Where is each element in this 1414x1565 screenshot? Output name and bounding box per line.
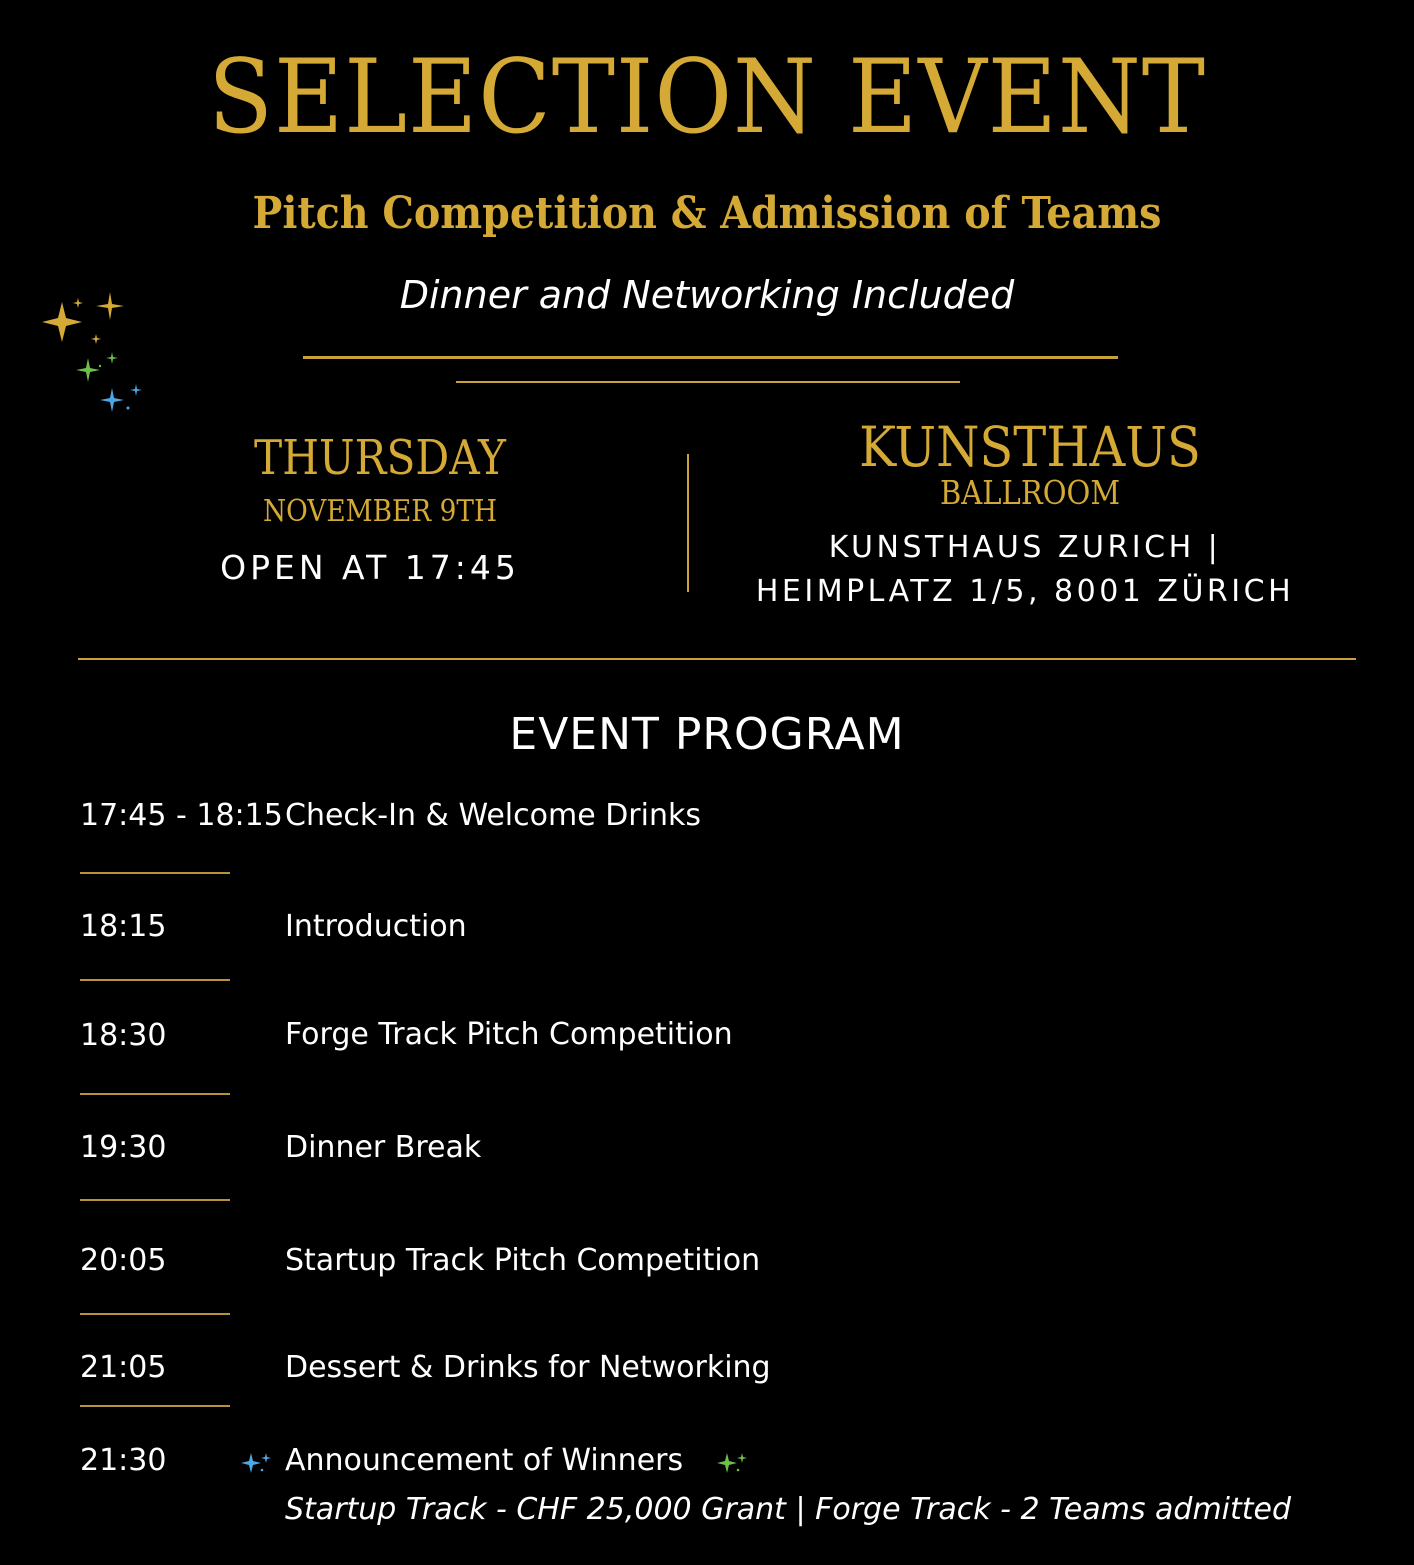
- program-item: Startup Track Pitch Competition: [285, 1243, 761, 1278]
- program-item: Introduction: [285, 909, 467, 944]
- event-date: NOVEMBER 9TH: [262, 494, 498, 529]
- program-time: 21:05: [80, 1350, 167, 1385]
- venue-name: KUNSTHAUS: [859, 415, 1201, 479]
- sparkles-icon: [40, 290, 150, 415]
- program-separator: [80, 1093, 230, 1095]
- section-divider: [78, 658, 1356, 660]
- prize-note: Startup Track - CHF 25,000 Grant | Forge Track - 2 Teams admitted: [285, 1492, 1292, 1527]
- program-item: Check-In & Welcome Drinks: [285, 798, 701, 833]
- program-item: Dessert & Drinks for Networking: [285, 1350, 771, 1385]
- program-time: 18:30: [80, 1018, 167, 1053]
- venue-address-line1: KUNSTHAUS ZURICH |: [828, 530, 1222, 565]
- program-time: 19:30: [80, 1130, 167, 1165]
- vertical-divider: [687, 454, 689, 592]
- venue-address-line2: HEIMPLATZ 1/5, 8001 ZÜRICH: [755, 574, 1295, 609]
- program-separator: [80, 1405, 230, 1407]
- event-subtitle: Pitch Competition & Admission of Teams: [252, 188, 1162, 239]
- program-separator: [80, 979, 230, 981]
- program-separator: [80, 1313, 230, 1315]
- sparkle-green-icon: [716, 1450, 750, 1480]
- program-title: EVENT PROGRAM: [509, 709, 905, 760]
- program-item: Announcement of Winners: [285, 1443, 684, 1478]
- program-separator: [80, 872, 230, 874]
- event-tagline: Dinner and Networking Included: [399, 273, 1015, 317]
- divider-rule-short: [456, 381, 960, 383]
- door-open-time: OPEN AT 17:45: [220, 548, 520, 587]
- program-time: 17:45 - 18:15: [80, 798, 283, 833]
- event-day: THURSDAY: [254, 430, 506, 486]
- divider-rule-top: [303, 356, 1118, 359]
- program-separator: [80, 1199, 230, 1201]
- program-time: 20:05: [80, 1243, 167, 1278]
- venue-room: BALLROOM: [939, 473, 1121, 512]
- program-item: Forge Track Pitch Competition: [285, 1017, 733, 1052]
- program-time: 18:15: [80, 909, 167, 944]
- event-title: SELECTION EVENT: [208, 38, 1206, 157]
- sparkle-blue-icon: [240, 1450, 274, 1480]
- program-item: Dinner Break: [285, 1130, 482, 1165]
- program-time: 21:30: [80, 1443, 167, 1478]
